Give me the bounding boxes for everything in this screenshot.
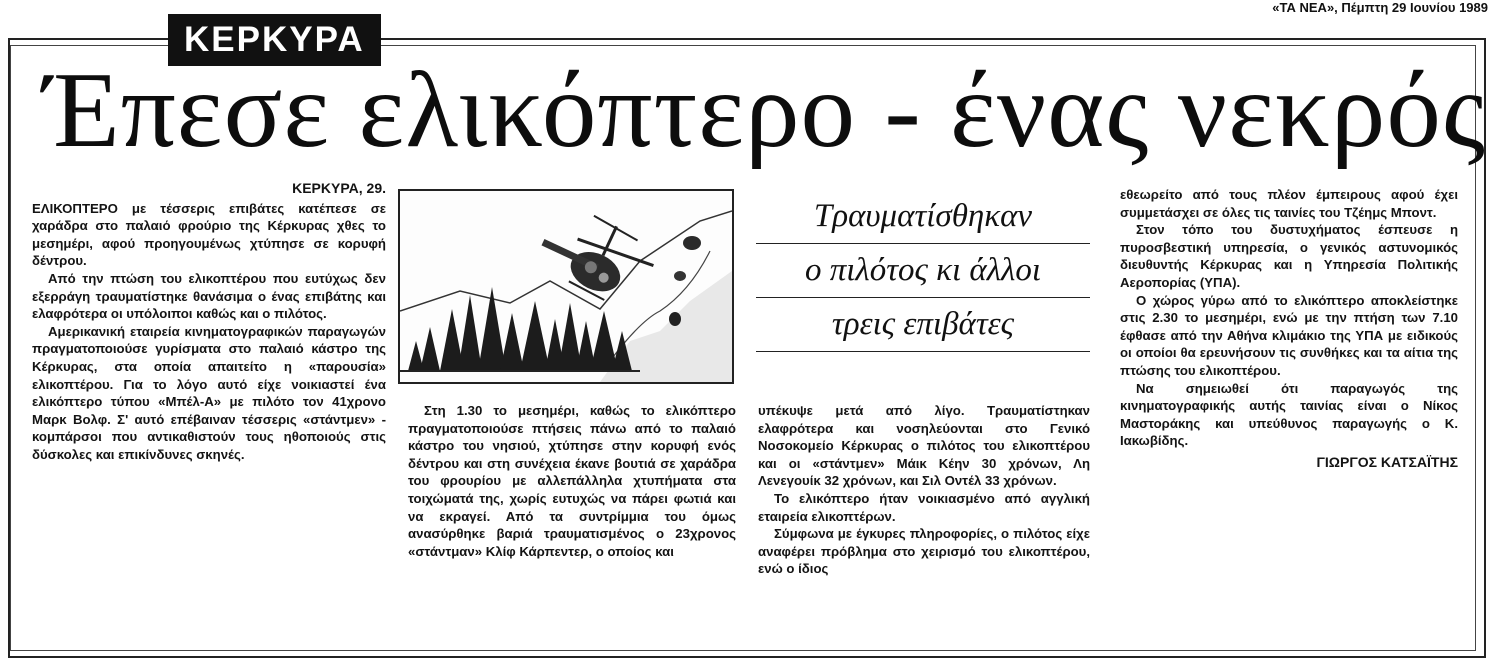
pull-quote-line: τρεις επιβάτες <box>756 298 1090 352</box>
paragraph: Από την πτώση του ελικοπτέρου που ευτύχως δεν εξερράγη τραυματίστηκε θανάσιμα ο ένας επιβάτης και ελαφρότερα οι υπόλοιποι καθώς και ο πιλότος. <box>32 270 386 322</box>
section-kicker: ΚΕΡΚΥΡΑ <box>168 14 381 66</box>
crash-scene-image <box>400 191 732 382</box>
paragraph: Στον τόπο του δυστυχήματος έσπευσε η πυροσβεστική υπηρεσία, ο γενικός αστυνομικός διευθυντής Κέρκυρας και η Υπηρεσία Πολιτικής Αεροπορίας (ΥΠΑ). <box>1120 222 1458 290</box>
article-column-2 <box>408 402 736 560</box>
paragraph: Ο χώρος γύρω από το ελικόπτερο αποκλείστηκε στις 2.30 το μεσημέρι, ενώ με την πτήση των 7.10 έφθασε από την Αθήνα κλιμάκιο της ΥΠΑ με ειδικούς οι οποίοι θα ερευνήσουν τις συνθήκες και τα αίτια της πτώσης του ελικοπτέρου. <box>1120 292 1458 378</box>
paragraph: Να σημειωθεί ότι παραγωγός της κινηματογραφικής αυτής ταινίας είναι ο Νίκος Μαστοράκης και υπεύθυνος παραγωγής ο Κ. Ιακωβίδης. <box>1120 380 1458 449</box>
paragraph <box>32 200 386 270</box>
paragraph: Το ελικόπτερο ήταν νοικιασμένο από αγγλική εταιρεία ελικοπτέρων. <box>758 490 1090 524</box>
headline: Έπεσε ελικόπτερο - ένας νεκρός <box>44 51 1487 170</box>
lead-word: ΕΛΙΚΟΠΤΕΡΟ <box>32 200 118 216</box>
paragraph: Σύμφωνα με έγκυρες πληροφορίες, ο πιλότος είχε αναφέρει πρόβλημα στο χειρισμό του ελικοπτέρου, ενώ ο ίδιος <box>758 526 1090 577</box>
paragraph: Στη 1.30 το μεσημέρι, καθώς το ελικόπτερο πραγματοποιούσε πτήσεις πάνω από το παλαιό κάστρο του νησιού, χτύπησε στην κορυφή ενός δέντρου και στη συνέχεια έκανε βουτιά σε χαράδρα του φρουρίου με αλλεπάλληλα χτυπήματα στα τοιχώματά της, χωρίς ευτυχώς να πάρει φωτιά και να εκραγεί. Από τα συντρίμμια του όμως ανασύρθηκε βαριά τραυματισμένος ο 23χρονος «στάντμαν» Κλίφ Κάρπεντερ, ο οποίος και <box>408 403 736 559</box>
dateline: «ΤΑ ΝΕΑ», Πέμπτη 29 Ιουνίου 1989 <box>1272 0 1488 15</box>
article-column-4 <box>1120 186 1458 472</box>
article-column-1 <box>32 180 386 464</box>
paragraph: υπέκυψε μετά από λίγο. Τραυματίστηκαν ελαφρότερα και νοσηλεύονται στο Γενικό Νοσοκομείο Κέρκυρας ο πιλότος του ελικοπτέρου και οι «στάντμεν» Μάικ Κέην 30 χρόνων, Λη Λενεγουίκ 32 χρόνων, και Σιλ Οντέλ 33 χρόνων. <box>758 403 1090 489</box>
pull-quote <box>756 190 1090 390</box>
paragraph-text: με τέσσερις επιβάτες κατέπεσε σε χαράδρα στο παλαιό φρούριο της Κέρκυρας χθες το μεσημέρι, αφού προηγουμένως χτύπησε σε κορυφή δέντρου. <box>32 200 386 269</box>
pull-quote-line: ο πιλότος κι άλλοι <box>756 244 1090 298</box>
paragraph: Αμερικανική εταιρεία κινηματογραφικών παραγωγών πραγματοποιούσε γυρίσματα στο παλαιό κάστρο της Κέρκυρας, στα οποία απαιτείτο η «παρουσία» ελικοπτέρου. Για το λόγο αυτό είχε νοικιαστεί ένα ελικόπτερο τύπου «Μπέλ-Α» με πιλότο τον 41χρονο Μαρκ Βολφ. Σ' αυτό επέβαιναν τέσσερις «στάντμεν» - κομπάρσοι που αντικαθιστούν τους ηθοποιούς στις δύσκολες και επικίνδυνες σκηνές. <box>32 323 386 462</box>
article-column-3 <box>758 402 1090 578</box>
byline: ΓΙΩΡΓΟΣ ΚΑΤΣΑΪΤΗΣ <box>1316 453 1458 470</box>
paragraph: εθεωρείτο από τους πλέον έμπειρους αφού έχει συμμετάσχει σε όλες τις ταινίες του Τζέημς Μποντ. <box>1120 187 1458 220</box>
pull-quote-line: Τραυματίσθηκαν <box>756 190 1090 244</box>
helicopter-crash-photo <box>398 189 734 384</box>
place-date: ΚΕΡΚΥΡΑ, 29. <box>292 180 386 196</box>
